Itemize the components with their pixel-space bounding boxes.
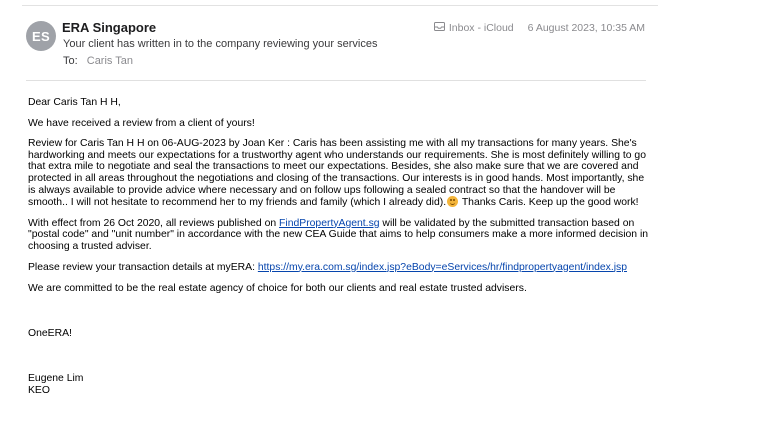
review-paragraph: [28, 138, 654, 209]
sender-avatar: ES: [26, 21, 56, 51]
recipient-name[interactable]: Caris Tan: [86, 55, 134, 67]
myera-link[interactable]: https://my.era.com.sg/index.jsp?eBody=eServices/hr/findpropertyagent/index.jsp: [257, 261, 628, 273]
received-date: 6 August 2023, 10:35 AM: [527, 22, 645, 34]
message-header: [0, 0, 768, 82]
inbox-tray-icon: [434, 22, 445, 34]
signer-name: Eugene Lim: [28, 373, 84, 385]
email-body: [28, 97, 654, 397]
header-divider: [26, 80, 646, 81]
signer-title: KEO: [28, 384, 50, 396]
email-subject: Your client has written in to the company reviewing your services: [63, 38, 378, 50]
transaction-review-line: [28, 262, 654, 274]
findpropertyagent-link[interactable]: FindPropertyAgent.sg: [279, 217, 380, 229]
notice-text-after: will be validated by the submitted transaction based on "postal code" and "unit number" in accordance with the new CEA Guide that aims to help consumers make a more informed decision in choosing a trusted adviser.: [28, 217, 649, 252]
mailbox-name[interactable]: Inbox - iCloud: [448, 22, 514, 34]
greeting: Dear Caris Tan H H,: [28, 97, 121, 108]
commitment-line: We are committed to be the real estate agency of choice for both our clients and real estate trusted advisers.: [28, 283, 527, 295]
smiling-face-emoji-icon: [447, 196, 458, 207]
review-prompt: Please review your transaction details at myERA:: [28, 261, 258, 273]
sender-name[interactable]: ERA Singapore: [62, 20, 157, 35]
message-meta: [434, 22, 645, 34]
review-text: Review for Caris Tan H H on 06-AUG-2023 by Joan Ker : Caris has been assisting me with all my transactions for many years. She's hardworking and meets our expectations for a trustworthy agent who understands our requirements. She is most definitely willing to go that extra mile to negotiate and seal the transactions to meet our expectations. Besides, she also make sure that we are covered and protected in all areas throughout the negotiations and closing of the transactions. Our interests is in good hands. Most importantly, she is always available to provide advice where necessary and on follow ups following a sealed contract so that the handover will be smooth.. I will not hesitate to recommend her to my friends and family (which I already did).: [28, 138, 646, 209]
recipient-row: [63, 55, 133, 67]
signoff: OneERA!: [28, 327, 72, 339]
to-label: To:: [63, 55, 78, 67]
validation-notice: [28, 218, 654, 253]
review-closing: Thanks Caris. Keep up the good work!: [459, 197, 639, 209]
intro-line: We have received a review from a client of yours!: [28, 117, 255, 129]
notice-text-before: With effect from 26 Oct 2020, all reviews published on: [28, 217, 280, 229]
